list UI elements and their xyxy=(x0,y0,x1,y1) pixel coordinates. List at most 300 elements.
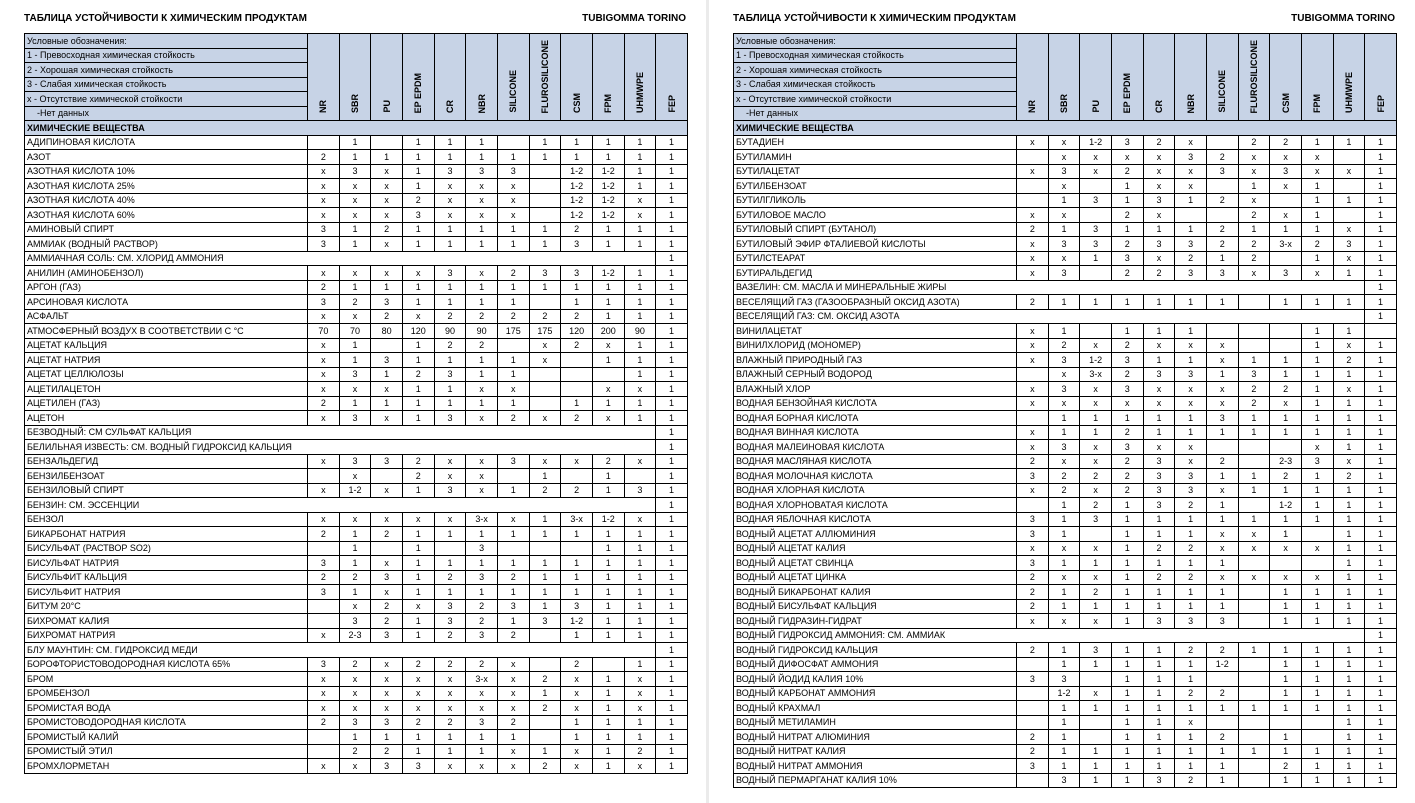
rating-cell: 3 xyxy=(1143,193,1175,208)
rating-cell: 1 xyxy=(656,556,688,571)
rating-cell: x xyxy=(308,193,340,208)
rating-cell: x xyxy=(371,164,403,179)
rating-cell: x xyxy=(1143,440,1175,455)
rating-cell xyxy=(497,469,529,484)
rating-cell: 2 xyxy=(592,454,624,469)
chemical-name: БРОМИСТАЯ ВОДА xyxy=(25,701,308,716)
rating-cell: 1 xyxy=(402,527,434,542)
rating-cell: x xyxy=(1080,686,1112,701)
rating-cell xyxy=(1301,730,1333,745)
rating-cell: 1 xyxy=(592,628,624,643)
table-row xyxy=(25,251,688,266)
chemical-name: БРОМБЕНЗОЛ xyxy=(25,686,308,701)
section-row xyxy=(734,121,1397,136)
chemical-name: ВОДНАЯ МОЛОЧНАЯ КИСЛОТА xyxy=(734,469,1017,484)
rating-cell: x xyxy=(402,309,434,324)
rating-cell: x xyxy=(339,208,371,223)
rating-cell: 2 xyxy=(1111,266,1143,281)
rating-cell: 1 xyxy=(561,527,593,542)
rating-cell: 3 xyxy=(497,454,529,469)
rating-cell xyxy=(529,396,561,411)
rating-cell: 1 xyxy=(402,222,434,237)
rating-cell: 1 xyxy=(1365,338,1397,353)
rating-cell: 1 xyxy=(1333,541,1365,556)
rating-cell: 1 xyxy=(1365,730,1397,745)
rating-cell: 1 xyxy=(1333,759,1365,774)
rating-cell: 1 xyxy=(339,527,371,542)
rating-cell: 3 xyxy=(339,614,371,629)
rating-cell: 1 xyxy=(1206,367,1238,382)
rating-cell: x xyxy=(402,672,434,687)
rating-cell: x xyxy=(1080,570,1112,585)
chemical-name: ВИНИЛАЦЕТАТ xyxy=(734,324,1017,339)
rating-cell: x xyxy=(1175,454,1207,469)
rating-cell: x xyxy=(371,411,403,426)
rating-cell: 1 xyxy=(1175,512,1207,527)
rating-cell: 1 xyxy=(1333,686,1365,701)
rating-cell: x xyxy=(466,208,498,223)
rating-cell: x xyxy=(466,469,498,484)
rating-cell: 1 xyxy=(656,599,688,614)
rating-cell: 1 xyxy=(1333,193,1365,208)
rating-cell: x xyxy=(308,454,340,469)
rating-cell: x xyxy=(1175,715,1207,730)
rating-cell: 1 xyxy=(1080,701,1112,716)
rating-cell: 2 xyxy=(402,193,434,208)
chemical-name: БЕЗВОДНЫЙ: СМ СУЛЬФАТ КАЛЬЦИЯ xyxy=(25,425,656,440)
column-header xyxy=(497,34,529,121)
rating-cell: x xyxy=(529,411,561,426)
rating-cell: x xyxy=(1017,353,1049,368)
rating-cell: 70 xyxy=(339,324,371,339)
rating-cell: 1 xyxy=(1143,295,1175,310)
chemical-name: БИХРОМАТ НАТРИЯ xyxy=(25,628,308,643)
rating-cell: x xyxy=(1206,382,1238,397)
rating-cell: 1 xyxy=(1365,715,1397,730)
table-row xyxy=(734,773,1397,788)
rating-cell: 1 xyxy=(497,614,529,629)
rating-cell: x xyxy=(497,512,529,527)
rating-cell: 2 xyxy=(1017,570,1049,585)
rating-cell: 2 xyxy=(1175,251,1207,266)
rating-cell: 1 xyxy=(592,309,624,324)
rating-cell: 1 xyxy=(1080,657,1112,672)
rating-cell: 1-2 xyxy=(592,208,624,223)
chemical-name: АТМОСФЕРНЫЙ ВОЗДУХ В СООТВЕТСТВИИ С °C xyxy=(25,324,308,339)
rating-cell xyxy=(561,541,593,556)
rating-cell: 2 xyxy=(339,295,371,310)
rating-cell: 1 xyxy=(1270,512,1302,527)
rating-cell: 2 xyxy=(1175,643,1207,658)
rating-cell: 2 xyxy=(371,527,403,542)
rating-cell: 1 xyxy=(1048,599,1080,614)
rating-cell xyxy=(561,367,593,382)
table-row xyxy=(25,425,688,440)
rating-cell xyxy=(529,295,561,310)
column-header-label: SBR xyxy=(349,93,360,113)
rating-cell: 1 xyxy=(656,498,688,513)
rating-cell: x xyxy=(624,686,656,701)
column-header-label: PU xyxy=(1090,100,1101,113)
rating-cell: 1 xyxy=(1175,730,1207,745)
table-row xyxy=(734,425,1397,440)
table-row xyxy=(25,135,688,150)
column-header-label: EP EPDM xyxy=(413,72,424,113)
rating-cell: 1 xyxy=(624,150,656,165)
chemical-name: АРГОН (ГАЗ) xyxy=(25,280,308,295)
rating-cell: 1 xyxy=(1365,266,1397,281)
rating-cell: 1 xyxy=(497,367,529,382)
table-row xyxy=(25,382,688,397)
rating-cell: x xyxy=(1175,135,1207,150)
rating-cell: x xyxy=(434,672,466,687)
rating-cell: 2 xyxy=(339,657,371,672)
rating-cell: 1 xyxy=(1080,599,1112,614)
table-row xyxy=(25,585,688,600)
brand-name: TUBIGOMMA TORINO xyxy=(1291,13,1395,24)
rating-cell: 1 xyxy=(1111,614,1143,629)
rating-cell: 1 xyxy=(1270,672,1302,687)
table-row xyxy=(25,338,688,353)
rating-cell: x xyxy=(1270,570,1302,585)
rating-cell xyxy=(1238,730,1270,745)
rating-cell: 1 xyxy=(497,730,529,745)
rating-cell: 1 xyxy=(1111,411,1143,426)
rating-cell: x xyxy=(434,686,466,701)
rating-cell: 1 xyxy=(561,730,593,745)
rating-cell: 1 xyxy=(561,295,593,310)
rating-cell: 1 xyxy=(592,744,624,759)
rating-cell: 1 xyxy=(1048,744,1080,759)
rating-cell: x xyxy=(308,164,340,179)
rating-cell: 2 xyxy=(1238,382,1270,397)
rating-cell: 3 xyxy=(1048,353,1080,368)
rating-cell: 1 xyxy=(1365,411,1397,426)
rating-cell: 1 xyxy=(656,672,688,687)
rating-cell: 1 xyxy=(339,222,371,237)
rating-cell: 3 xyxy=(434,367,466,382)
rating-cell: 2 xyxy=(466,309,498,324)
rating-cell: 2 xyxy=(1238,237,1270,252)
rating-cell: 1 xyxy=(1048,193,1080,208)
rating-cell: 2 xyxy=(1238,208,1270,223)
chemical-name: БИКАРБОНАТ НАТРИЯ xyxy=(25,527,308,542)
rating-cell: 1-2 xyxy=(592,179,624,194)
rating-cell: 1 xyxy=(592,541,624,556)
rating-cell: 3 xyxy=(1270,164,1302,179)
rating-cell xyxy=(1206,672,1238,687)
table-row xyxy=(25,686,688,701)
rating-cell: 2 xyxy=(1206,222,1238,237)
rating-cell: 3 xyxy=(1301,454,1333,469)
rating-cell: 1 xyxy=(1270,527,1302,542)
rating-cell: x xyxy=(466,759,498,774)
rating-cell: 3 xyxy=(1017,527,1049,542)
rating-cell: 2 xyxy=(402,469,434,484)
rating-cell: 1 xyxy=(1048,498,1080,513)
rating-cell: 2 xyxy=(1017,643,1049,658)
rating-cell: 1 xyxy=(1143,512,1175,527)
table-row xyxy=(734,251,1397,266)
rating-cell: 1 xyxy=(592,701,624,716)
chemical-name: АЦЕТИЛАЦЕТОН xyxy=(25,382,308,397)
rating-cell xyxy=(561,353,593,368)
rating-cell: x xyxy=(1048,396,1080,411)
rating-cell xyxy=(1238,773,1270,788)
rating-cell: 2 xyxy=(561,411,593,426)
rating-cell: 2 xyxy=(497,411,529,426)
rating-cell: 1 xyxy=(1365,208,1397,223)
rating-cell: x xyxy=(1270,396,1302,411)
legend-text: -Нет данных xyxy=(25,106,308,121)
column-header-label: NR xyxy=(1027,100,1038,113)
rating-cell: x xyxy=(1080,614,1112,629)
rating-cell xyxy=(561,469,593,484)
rating-cell: 1 xyxy=(656,208,688,223)
rating-cell: 1 xyxy=(339,556,371,571)
rating-cell: 1 xyxy=(656,266,688,281)
rating-cell: 1 xyxy=(656,483,688,498)
rating-cell: 1 xyxy=(434,280,466,295)
rating-cell: x xyxy=(371,686,403,701)
rating-cell: 2 xyxy=(1017,454,1049,469)
chemical-name: АЗОТНАЯ КИСЛОТА 40% xyxy=(25,193,308,208)
rating-cell: 1 xyxy=(1365,295,1397,310)
rating-cell: 3 xyxy=(1080,643,1112,658)
rating-cell: 2 xyxy=(434,570,466,585)
table-row xyxy=(734,454,1397,469)
rating-cell: 1 xyxy=(624,309,656,324)
rating-cell: 1 xyxy=(1175,411,1207,426)
rating-cell: 1 xyxy=(1333,367,1365,382)
rating-cell xyxy=(1238,614,1270,629)
chem-table-left xyxy=(24,33,688,774)
rating-cell xyxy=(1080,266,1112,281)
rating-cell: x xyxy=(402,599,434,614)
rating-cell: 2 xyxy=(497,715,529,730)
rating-cell: 1 xyxy=(1301,193,1333,208)
rating-cell: x xyxy=(434,179,466,194)
chemical-name: БЕНЗИЛБЕНЗОАТ xyxy=(25,469,308,484)
rating-cell xyxy=(1270,193,1302,208)
rating-cell: x xyxy=(339,599,371,614)
rating-cell: 3 xyxy=(339,164,371,179)
table-row xyxy=(25,672,688,687)
rating-cell: x xyxy=(1143,396,1175,411)
rating-cell: x xyxy=(1270,208,1302,223)
rating-cell: 1 xyxy=(1143,643,1175,658)
table-row xyxy=(734,628,1397,643)
rating-cell: 1 xyxy=(497,527,529,542)
rating-cell xyxy=(1206,324,1238,339)
rating-cell: 3 xyxy=(339,411,371,426)
rating-cell: 1 xyxy=(1270,295,1302,310)
rating-cell: x xyxy=(1017,237,1049,252)
rating-cell: 2 xyxy=(371,614,403,629)
rating-cell: 1 xyxy=(402,396,434,411)
table-row xyxy=(25,193,688,208)
rating-cell: 2 xyxy=(1175,541,1207,556)
rating-cell: x xyxy=(434,469,466,484)
column-header xyxy=(466,34,498,121)
rating-cell xyxy=(624,469,656,484)
rating-cell: 1 xyxy=(1143,744,1175,759)
rating-cell xyxy=(529,657,561,672)
rating-cell: x xyxy=(1048,135,1080,150)
column-header xyxy=(529,34,561,121)
rating-cell: 3 xyxy=(371,628,403,643)
chemical-name: АНИЛИН (АМИНОБЕНЗОЛ) xyxy=(25,266,308,281)
column-header xyxy=(1143,34,1175,121)
rating-cell: 1 xyxy=(1111,701,1143,716)
rating-cell: 1 xyxy=(624,179,656,194)
chemical-name: БЕНЗИЛОВЫЙ СПИРТ xyxy=(25,483,308,498)
rating-cell: 1 xyxy=(624,541,656,556)
rating-cell: 1 xyxy=(592,730,624,745)
rating-cell: 1 xyxy=(1206,744,1238,759)
table-row xyxy=(25,570,688,585)
chemical-name: АММИАЧНАЯ СОЛЬ: СМ. ХЛОРИД АММОНИЯ xyxy=(25,251,656,266)
legend-text: -Нет данных xyxy=(734,106,1017,121)
rating-cell: 1 xyxy=(1143,353,1175,368)
rating-cell xyxy=(1301,527,1333,542)
rating-cell: 1 xyxy=(497,222,529,237)
column-header xyxy=(339,34,371,121)
rating-cell: 1 xyxy=(1333,512,1365,527)
rating-cell: x xyxy=(497,744,529,759)
rating-cell: 2 xyxy=(402,454,434,469)
chemical-name: БЕЛИЛЬНАЯ ИЗВЕСТЬ: СМ. ВОДНЫЙ ГИДРОКСИД КАЛЬЦИЯ xyxy=(25,440,656,455)
rating-cell: 2 xyxy=(1048,469,1080,484)
rating-cell: 1 xyxy=(1143,686,1175,701)
rating-cell: 3 xyxy=(529,614,561,629)
rating-cell: 2 xyxy=(466,338,498,353)
rating-cell: 1 xyxy=(434,295,466,310)
rating-cell: x xyxy=(1111,150,1143,165)
rating-cell: 3-x xyxy=(466,512,498,527)
rating-cell: 1 xyxy=(1238,353,1270,368)
rating-cell: x xyxy=(466,193,498,208)
rating-cell xyxy=(1206,440,1238,455)
rating-cell: x xyxy=(497,759,529,774)
rating-cell: 1 xyxy=(402,483,434,498)
rating-cell: 1 xyxy=(1301,498,1333,513)
rating-cell: x xyxy=(497,179,529,194)
rating-cell: 1 xyxy=(1333,570,1365,585)
chemical-name: БИСУЛЬФИТ КАЛЬЦИЯ xyxy=(25,570,308,585)
rating-cell: x xyxy=(339,701,371,716)
rating-cell: 3 xyxy=(1175,469,1207,484)
legend-text: 1 - Превосходная химическая стойкость xyxy=(734,48,1017,63)
rating-cell: x xyxy=(371,512,403,527)
column-header-label: NBR xyxy=(1185,93,1196,113)
rating-cell: 1 xyxy=(592,469,624,484)
rating-cell: 1 xyxy=(1238,222,1270,237)
rating-cell: 3 xyxy=(371,759,403,774)
rating-cell: 3 xyxy=(1143,773,1175,788)
rating-cell: 1 xyxy=(402,628,434,643)
rating-cell: 1 xyxy=(1301,469,1333,484)
legend-row xyxy=(25,34,688,49)
rating-cell: 1 xyxy=(497,396,529,411)
rating-cell: x xyxy=(624,382,656,397)
table-row xyxy=(25,556,688,571)
rating-cell xyxy=(529,730,561,745)
rating-cell: x xyxy=(1333,338,1365,353)
rating-cell: 1 xyxy=(434,135,466,150)
table-row xyxy=(25,367,688,382)
rating-cell: 2 xyxy=(1111,164,1143,179)
chemical-name: ВОДНАЯ ВИННАЯ КИСЛОТА xyxy=(734,425,1017,440)
rating-cell: 1 xyxy=(656,164,688,179)
rating-cell: 3 xyxy=(339,367,371,382)
rating-cell: 2 xyxy=(497,266,529,281)
rating-cell: 1 xyxy=(624,164,656,179)
rating-cell: 1 xyxy=(624,266,656,281)
rating-cell: 1 xyxy=(1175,672,1207,687)
rating-cell: 1 xyxy=(402,730,434,745)
rating-cell: x xyxy=(308,759,340,774)
rating-cell: 1 xyxy=(1333,440,1365,455)
chemical-name: БОРОФТОРИСТОВОДОРОДНАЯ КИСЛОТА 65% xyxy=(25,657,308,672)
rating-cell: x xyxy=(1143,179,1175,194)
rating-cell xyxy=(497,338,529,353)
rating-cell: x xyxy=(308,266,340,281)
column-header-label: NR xyxy=(318,100,329,113)
column-header xyxy=(1238,34,1270,121)
rating-cell: x xyxy=(1175,164,1207,179)
rating-cell: 2 xyxy=(1017,730,1049,745)
chemical-name: ВЛАЖНЫЙ ХЛОР xyxy=(734,382,1017,397)
chemical-name: АЗОТНАЯ КИСЛОТА 60% xyxy=(25,208,308,223)
table-row xyxy=(734,527,1397,542)
chemical-name: БИХРОМАТ КАЛИЯ xyxy=(25,614,308,629)
rating-cell: 2 xyxy=(1175,773,1207,788)
rating-cell: 2 xyxy=(1017,585,1049,600)
table-row xyxy=(734,715,1397,730)
rating-cell: x xyxy=(402,686,434,701)
chemical-name: БУТИЛОВЫЙ СПИРТ (БУТАНОЛ) xyxy=(734,222,1017,237)
rating-cell: x xyxy=(1175,338,1207,353)
table-row xyxy=(734,208,1397,223)
rating-cell: x xyxy=(624,193,656,208)
rating-cell: x xyxy=(339,382,371,397)
rating-cell: x xyxy=(561,454,593,469)
rating-cell: 1-2 xyxy=(561,164,593,179)
rating-cell: 3 xyxy=(1206,614,1238,629)
legend-text: x - Отсутствие химической стойкости xyxy=(25,92,308,107)
rating-cell: 2 xyxy=(371,599,403,614)
rating-cell: 1 xyxy=(1143,222,1175,237)
rating-cell: 90 xyxy=(434,324,466,339)
rating-cell: 1 xyxy=(656,744,688,759)
rating-cell: 1 xyxy=(1048,585,1080,600)
rating-cell: 3-x xyxy=(1270,237,1302,252)
table-row xyxy=(25,280,688,295)
chemical-name: ВОДНЫЙ НИТРАТ АММОНИЯ xyxy=(734,759,1017,774)
rating-cell: 1 xyxy=(466,730,498,745)
rating-cell: x xyxy=(529,353,561,368)
rating-cell: 1 xyxy=(592,150,624,165)
table-row xyxy=(25,643,688,658)
rating-cell: 1 xyxy=(1238,483,1270,498)
rating-cell: 1 xyxy=(592,759,624,774)
column-header xyxy=(434,34,466,121)
rating-cell: x xyxy=(1333,164,1365,179)
rating-cell: x xyxy=(466,382,498,397)
rating-cell: 2 xyxy=(339,570,371,585)
rating-cell xyxy=(592,367,624,382)
